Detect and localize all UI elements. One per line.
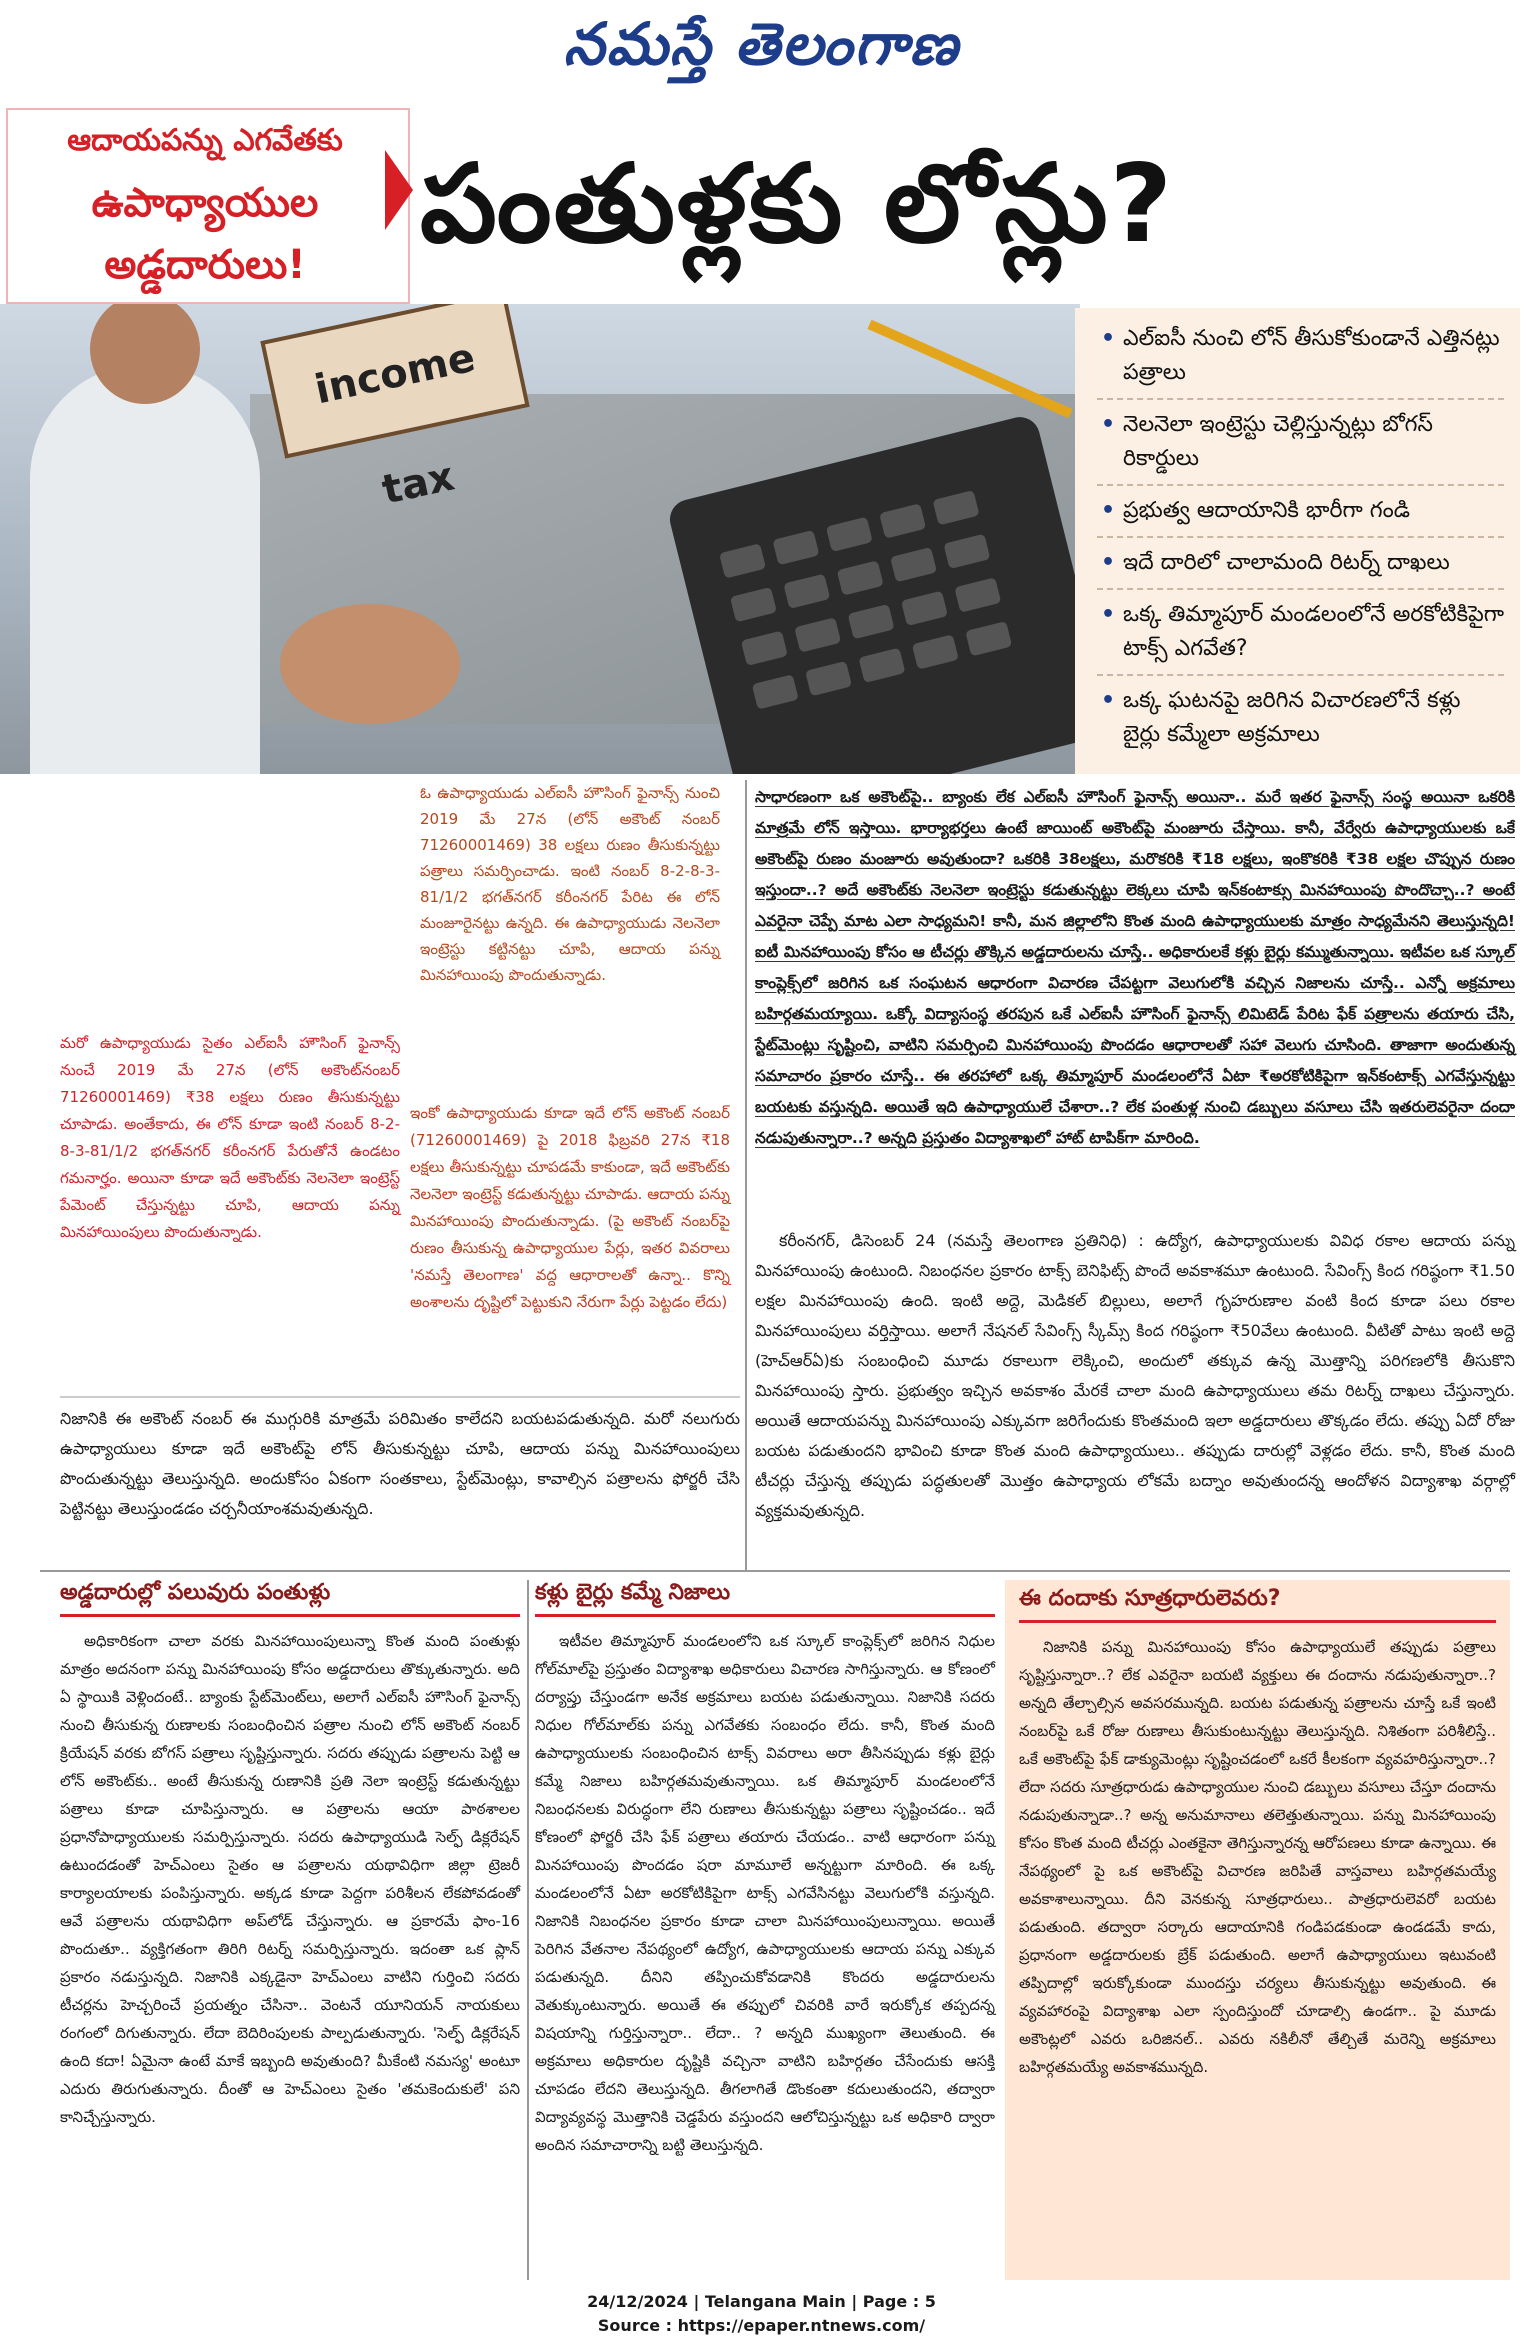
section-3 xyxy=(1005,1580,1510,2280)
teacher3-text: ఇంకో ఉపాధ్యాయుడు కూడా ఇదే లోన్ అకౌంట్ నంబర్ (71260001469) పై 2018 ఫిబ్రవరి 27న ₹18 లక్షలు తీసుకున్నట్టు చూపడమే కాకుండా, ఇదే అకౌంట్‌కు నెలనెలా ఇంట్రెస్ట్ కడుతున్నట్టు చూపాడు. ఆదాయ పన్ను మినహాయింపు పొందుతున్నాడు. (పై అకౌంట్ నంబర్‌పై రుణం తీసుకున్న ఉపాధ్యాయుల పేర్లు, ఇతర వివరాలు 'నమస్తే తెలంగాణ' వద్ద ఆధారాలతో ఉన్నా.. కొన్ని అంశాలను దృష్టిలో పెట్టుకుని నేరుగా పేర్లు పెట్టడం లేదు) xyxy=(410,1104,730,1311)
teacher2-box xyxy=(60,1030,400,1370)
teacher1-text: ఓ ఉపాధ్యాయుడు ఎల్ఐసీ హౌసింగ్ ఫైనాన్స్ నుంచి 2019 మే 27న (లోన్ అకౌంట్ నంబర్ 71260001469) 38 లక్షలు రుణం తీసుకున్నట్టు పత్రాలు సమర్పించాడు. ఇంటి నంబర్ 8-2-8-3-81/1/2 భగత్‌నగర్ కరీంనగర్ పేరిట ఈ లోన్ మంజూరైనట్టు ఉన్నది. ఈ ఉపాధ్యాయుడు నెలనెలా ఇంట్రెస్టు కట్టినట్టు చూపి, ఆదాయ పన్ను మినహాయింపు పొందుతున్నాడు. xyxy=(420,784,720,984)
highlight-item: • ప్రభుత్వ ఆదాయానికి భారీగా గండి xyxy=(1097,494,1504,538)
kicker xyxy=(10,110,400,300)
highlight-item: • ఇదే దారిలో చాలామంది రిటర్న్ దాఖలు xyxy=(1097,546,1504,590)
section-3-title: ఈ దందాకు సూత్రధారులెవరు? xyxy=(1019,1586,1496,1623)
highlight-item: • ఒక్క తిమ్మాపూర్ మండలంలోనే అరకోటికిపైగా టాక్స్ ఎగవేత? xyxy=(1097,598,1504,676)
section-2-title: కళ్లు బైర్లు కమ్మే నిజాలు xyxy=(535,1580,995,1617)
income-tax-stamp: income tax xyxy=(260,304,529,459)
footer xyxy=(0,2290,1523,2346)
column-divider xyxy=(527,1580,529,2280)
footer-edition: 24/12/2024 | Telangana Main | Page : 5 xyxy=(587,2292,936,2311)
kicker-line-1: ఆదాయపన్ను ఎగవేతకు xyxy=(67,123,343,158)
kicker-line-2: ఉపాధ్యాయుల xyxy=(91,180,319,226)
summary-box xyxy=(60,1396,740,1566)
lead-box xyxy=(755,782,1515,1222)
hand-icon xyxy=(280,604,460,724)
highlight-item: • ఎల్ఐసీ నుంచి లోన్ తీసుకోకుండానే ఎత్తినట్లు పత్రాలు xyxy=(1097,322,1504,400)
masthead xyxy=(0,0,1523,88)
headline: పంతుళ్లకు లోన్లు? xyxy=(420,142,1175,267)
kicker-line-3: అడ్డదారులు! xyxy=(104,242,306,288)
section-1-text: అధికారికంగా చాలా వరకు మినహాయింపులున్నా కొంత మంది పంతుళ్లు మాత్రం అదనంగా పన్ను మినహాయింపు కోసం అడ్డదారులు తొక్కుతున్నారు. అది ఏ స్థాయికి వెళ్లిందంటే.. బ్యాంకు స్టేట్‌మెంట్‌లు, అలాగే ఎల్ఐసీ హౌసింగ్ ఫైనాన్స్ నుంచి తీసుకున్న రుణాలకు సంబంధించిన పత్రాల నుంచి లోన్ అకౌంట్ నంబర్ క్రియేషన్ వరకు బోగస్ పత్రాలు సృష్టిస్తున్నారు. సదరు తప్పుడు పత్రాలను పెట్టి ఆ లోన్ అకౌంట్‌కు.. అంటే తీసుకున్న రుణానికి ప్రతి నెలా ఇంట్రెస్ట్ కడుతున్నట్టు పత్రాలు కూడా చూపిస్తున్నారు. ఆ పత్రాలను ఆయా పాఠశాలల ప్రధానోపాధ్యాయులకు సమర్పిస్తున్నారు. సదరు ఉపాధ్యాయుడి సెల్ఫ్ డిక్లరేషన్ ఉటుందడంతో హెచ్ఎంలు సైతం ఆ పత్రాలను యథావిధిగా జిల్లా ట్రెజరీ కార్యాలయాలకు పంపిస్తున్నారు. అక్కడ కూడా పెద్దగా పరిశీలన లేకపోవడంతో ఆవే పత్రాలను యథావిధిగా అప్‌లోడ్ చేస్తున్నారు. ఆ ప్రకారమే ఫాం-16 పొందుతూ.. వ్యక్తిగతంగా తిరిగి రిటర్న్ సమర్పిస్తున్నారు. ఇదంతా ఒక ప్లాన్ ప్రకారం నడుస్తున్నది. నిజానికి ఎక్కడైనా హెచ్ఎంలు వాటిని గుర్తించి సదరు టీచర్లను హెచ్చరించే ప్రయత్నం చేసినా.. వెంటనే యూనియన్ నాయకులు రంగంలో దిగుతున్నారు. లేదా బెదిరింపులకు పాల్పడుతున్నారు. 'సెల్ఫ్ డిక్లరేషన్ ఉంది కదా! ఏమైనా ఉంటే మాకే ఇబ్బంది అవుతుంది? మీకేంటి నమస్య' అంటూ ఎదురు తిరుగుతున్నారు. దీంతో ఆ హెచ్ఎంలు సైతం 'తమకెందుకులే' పని కానిచ్చేస్తున్నారు. xyxy=(60,1632,520,2126)
section-divider xyxy=(40,1570,1510,1572)
kicker-arrow-icon xyxy=(385,150,413,230)
dateline-article xyxy=(755,1226,1515,1566)
highlight-item: • నెలనెలా ఇంట్రెస్టు చెల్లిస్తున్నట్లు బోగస్ రికార్డులు xyxy=(1097,408,1504,486)
highlights-box xyxy=(1075,308,1520,774)
column-divider xyxy=(745,780,747,1570)
dateline-text: కరీంనగర్, డిసెంబర్ 24 (నమస్తే తెలంగాణ ప్రతినిధి) : ఉద్యోగ, ఉపాధ్యాయులకు వివిధ రకాల ఆదాయ పన్ను మినహాయింపు ఉంటుంది. నిబంధనల ప్రకారం టాక్స్ బెనిఫిట్స్ పొందే అవకాశమూ ఉంటుంది. సేవింగ్స్ కింద గరిష్ఠంగా ₹1.50 లక్షల మినహాయింపు ఉంది. ఇంటి అద్దె, మెడికల్ బిల్లులు, అలాగే గృహరుణాల వంటి కింద కూడా పలు రకాల మినహాయింపులు వర్తిస్తాయి. అలాగే నేషనల్ సేవింగ్స్ స్కీమ్స్ కింద గరిష్ఠంగా ₹50వేలు ఉంటుంది. వీటితో పాటు ఇంటి అద్దె (హెచ్ఆర్ఏ)కు సంబంధించి మూడు రకాలుగా లెక్కించి, అందులో తక్కువ ఉన్న మొత్తాన్ని పరిగణలోకి తీసుకొని మినహాయింపు స్తారు. ప్రభుత్వం ఇచ్చిన అవకాశం మేరకే చాలా మంది ఉపాధ్యాయులు తమ రిటర్న్ దాఖలు చేస్తున్నారు. అయితే ఆదాయపన్ను మినహాయింపు ఎక్కువగా జరిగేందుకు కొంతమంది ఇలా అడ్డదారులు తొక్కడం లేదు. తప్పు ఏదో రోజు బయట పడుతుందని భావించి కూడా కొంత మంది ఉపాధ్యాయులు.. తప్పుడు దారుల్లో వెళ్లడం లేదు. కానీ, కొంత మంది టీచర్లు చేస్తున్న తప్పుడు పద్ధతులతో మొత్తం ఉపాధ్యాయ లోకమే బద్నాం అవుతుందన్న ఆందోళన విద్యాశాఖ వర్గాల్లో వ్యక్తమవుతున్నది. xyxy=(755,1231,1515,1520)
masthead-title: నమస్తే తెలంగాణ xyxy=(563,10,960,78)
section-1 xyxy=(60,1580,520,2280)
teacher-figure xyxy=(30,364,260,774)
highlight-item: • ఒక్క ఘటనపై జరిగిన విచారణలోనే కళ్లు బైర్లు కమ్మేలా అక్రమాలు xyxy=(1097,684,1504,760)
teacher1-box xyxy=(420,780,720,1080)
footer-source[interactable]: Source : https://epaper.ntnews.com/ xyxy=(597,2316,926,2335)
section-1-title: అడ్డదారుల్లో పలువురు పంతుళ్లు xyxy=(60,1580,520,1617)
summary-text: నిజానికి ఈ అకౌంట్ నంబర్ ఈ ముగ్గురికి మాత్రమే పరిమితం కాలేదని బయటపడుతున్నది. మరో నలుగురు ఉపాధ్యాయులు కూడా ఇదే అకౌంట్‌పై లోన్ తీసుకున్నట్టు చూపి, ఆదాయ పన్ను మినహాయింపులు పొందుతున్నట్టు తెలుస్తున్నది. అందుకోసం ఏకంగా సంతకాలు, స్టేట్‌మెంట్లు, కావాల్సిన పత్రాలను ఫోర్జరీ చేసి పెట్టినట్టు తెలుస్తుండడం చర్చనీయాంశమవుతున్నది. xyxy=(60,1409,740,1518)
section-2 xyxy=(535,1580,995,2280)
teacher2-text: మరో ఉపాధ్యాయుడు సైతం ఎల్ఐసీ హౌసింగ్ ఫైనాన్స్ నుంచే 2019 మే 27న (లోన్ అకౌంట్‌నంబర్ 71260001469) ₹38 లక్షలు రుణం తీసుకున్నట్టు చూపాడు. అంతేకాదు, ఈ లోన్ కూడా ఇంటి నంబర్ 8-2-8-3-81/1/2 భగత్‌నగర్ కరీంనగర్ పేరుతోనే ఉండటం గమనార్హం. అయినా కూడా ఇదే అకౌంట్‌కు నెలనెలా ఇంట్రెస్ట్ పేమెంట్ చేస్తున్నట్టు చూపి, ఆదాయ పన్ను మినహాయింపులు పొందుతున్నాడు. xyxy=(60,1034,400,1241)
section-2-text: ఇటీవల తిమ్మాపూర్ మండలంలోని ఒక స్కూల్ కాంప్లెక్స్‌లో జరిగిన నిధుల గోల్‌మాల్‌పై ప్రస్తుతం విద్యాశాఖ అధికారులు విచారణ సాగిస్తున్నారు. ఆ కోణంలో దర్యాప్తు చేస్తుండగా అనేక అక్రమాలు బయట పడుతున్నాయి. నిజానికి సదరు నిధుల గోల్‌మాల్‌కు పన్ను ఎగవేతకు సంబంధం లేదు. కానీ, కొంత మంది ఉపాధ్యాయులకు సంబంధించిన టాక్స్ వివరాలు అరా తీసినప్పుడు కళ్లు బైర్లు కమ్మే నిజాలు బహిర్గతమవుతున్నాయి. ఒక తిమ్మాపూర్ మండలంలోనే నిబంధనలకు విరుద్ధంగా లేని రుణాలు తీసుకున్నట్టు పత్రాలు సృష్టించడం.. ఇదే కోణంలో ఫోర్జరీ చేసి ఫేక్ పత్రాలు తయారు చేయడం.. వాటి ఆధారంగా పన్ను మినహాయింపు పొందడం షరా మామూలే అన్నట్టుగా మారింది. ఈ ఒక్క మండలంలోనే ఏటా అరకోటికిపైగా టాక్స్ ఎగవేసినట్టు వెలుగులోకి వస్తున్నది. నిజానికి నిబంధనల ప్రకారం కూడా చాలా మినహాయింపులున్నాయి. అయితే పెరిగిన వేతనాల నేపథ్యంలో ఉద్యోగ, ఉపాధ్యాయులకు ఆదాయ పన్ను ఎక్కువ పడుతున్నది. దీనిని తప్పించుకోవడానికి కొందరు అడ్డదారులను వెతుక్కుంటున్నారు. అయితే ఈ తప్పులో చివరికి వారే ఇరుక్కోక తప్పదన్న విషయాన్ని గుర్తిస్తున్నారా.. లేదా.. ? అన్నది ముఖ్యంగా తెలుతుంది. ఈ అక్రమాలు అధికారుల దృష్టికి వచ్చినా వాటిని బహిర్గతం చేసేందుకు ఆసక్తి చూపడం లేదని తెలుస్తున్నది. తీగలాగితే డొంకంతా కదులుతుందని, తద్వారా విద్యావ్యవస్థ మొత్తానికి చెడ్డపేరు వస్తుందని ఆలోచిస్తున్నట్టు ఒక అధికారి ద్వారా అందిన సమాచారాన్ని బట్టి తెలుస్తున్నది. xyxy=(535,1632,995,2154)
teacher3-box xyxy=(410,1100,730,1390)
article-photo xyxy=(0,304,1080,774)
lead-text: సాధారణంగా ఒక అకౌంట్‌పై.. బ్యాంకు లేక ఎల్ఐసీ హౌసింగ్ ఫైనాన్స్ అయినా.. మరే ఇతర ఫైనాన్స్ సంస్థ అయినా ఒకరికి మాత్రమే లోన్ ఇస్తాయి. భార్యాభర్తలు ఉంటే జాయింట్ అకౌంట్‌పై మంజూరు చేస్తాయి. కానీ, వేర్వేరు ఉపాధ్యాయులకు ఒకే అకౌంట్‌పై రుణం మంజూరు అవుతుందా? ఒకరికి 38లక్షలు, మరొకరికి ₹18 లక్షలు, ఇంకొకరికి ₹38 లక్షల చొప్పున రుణం ఇస్తుందా..? అదే అకౌంట్‌కు నెలనెలా ఇంట్రెస్టు కడుతున్నట్టు లెక్కలు చూపి ఇన్‌కంటాక్సు మినహాయింపు పొందొచ్చా..? అంటే ఎవరైనా చెప్పే మాట ఎలా సాధ్యమని! కానీ, మన జిల్లాలోని కొంత మంది ఉపాధ్యాయులకు మాత్రం సాధ్యమేనని తెలుస్తున్నది! ఐటీ మినహాయింపు కోసం ఆ టీచర్లు తొక్కిన అడ్డదారులను చూస్తే.. అధికారులకే కళ్లు బైర్లు కమ్ముతున్నాయి. ఇటీవల ఒక స్కూల్ కాంప్లెక్స్‌లో జరిగిన ఒక సంఘటన ఆధారంగా విచారణ చేపట్టగా వెలుగులోకి వచ్చిన నిజాలను చూస్తే.. ఎన్నో అక్రమాలు బహిర్గతమయ్యాయి. ఒక్కో విద్యాసంస్థ తరపున ఒకే ఎల్ఐసీ హౌసింగ్ ఫైనాన్స్ లిమిటెడ్ పేరిట ఫేక్ పత్రాలను తయారు చేసి, స్టేట్‌మెంట్లు సృష్టించి, వాటిని సమర్పించి మినహాయింపు పొందడం ఆధారాలతో సహా వెలుగు చూసింది. తాజాగా అందుతున్న సమాచారం ప్రకారం చూస్తే.. ఈ తరహాలో ఒక్క తిమ్మాపూర్ మండలంలోనే ఏటా ₹అరకోటికిపైగా ఇన్‌కంటాక్స్ ఎగవేస్తున్నట్టు బయటకు వస్తున్నది. అయితే ఇది ఉపాధ్యాయులే చేశారా..? లేక పంతుళ్ల నుంచి డబ్బులు వసూలు చేసి ఇతరులెవరైనా దందా నడుపుతున్నారా..? అన్నది ప్రస్తుతం విద్యాశాఖలో హాట్ టాపిక్‌గా మారింది. xyxy=(755,788,1515,1147)
highlights-list xyxy=(1097,322,1504,760)
section-3-text: నిజానికి పన్ను మినహాయింపు కోసం ఉపాధ్యాయులే తప్పుడు పత్రాలు సృష్టిస్తున్నారా..? లేక ఎవరైనా బయటి వ్యక్తులు ఈ దందాను నడుపుతున్నారా..? అన్నది తేల్చాల్సిన అవసరమున్నది. బయట పడుతున్న పత్రాలను చూస్తే ఒకే ఇంటి నంబర్‌పై ఒకే రోజు రుణాలు తీసుకుంటున్నట్టు తెలుస్తున్నది. నిశితంగా పరిశీలిస్తే.. ఒకే అకౌంట్‌పై ఫేక్ డాక్యుమెంట్లు సృష్టించడంలో ఒకరే కీలకంగా వ్యవహరిస్తున్నారా..? లేదా సదరు సూత్రధారుడు ఉపాధ్యాయుల నుంచి డబ్బులు వసూలు చేస్తూ దందాను నడుపుతున్నాడా..? అన్న అనుమానాలు తలెత్తుతున్నాయి. పన్ను మినహాయింపు కోసం కొంత మంది టీచర్లు ఎంతకైనా తెగిస్తున్నారన్న ఆరోపణలు కూడా ఉన్నాయి. ఈ నేపథ్యంలో పై ఒక అకౌంట్‌పై విచారణ జరిపితే వాస్తవాలు బహిర్గతమయ్యే అవకాశాలున్నాయి. దీని వెనకున్న సూత్రధారులు.. పాత్రధారులెవరో బయట పడుతుంది. తద్వారా సర్కారు ఆదాయానికి గండిపడకుండా ఉండడమే కాదు, ప్రధానంగా అడ్డదారులకు బ్రేక్ పడుతుంది. అలాగే ఉపాధ్యాయులు ఇటువంటి తప్పిదాల్లో ఇరుక్కోకుండా ముందస్తు చర్యలు తీసుకున్నట్టు అవుతుంది. ఈ వ్యవహారంపై విద్యాశాఖ ఎలా స్పందిస్తుందో చూడాల్సి ఉండగా.. పై మూడు అకౌంట్లలో ఎవరు ఒరిజినల్.. ఎవరు నకిలీనో తేల్చితే మరెన్ని అక్రమాలు బహిర్గతమయ్యే అవకాశమున్నది. xyxy=(1019,1638,1496,2076)
